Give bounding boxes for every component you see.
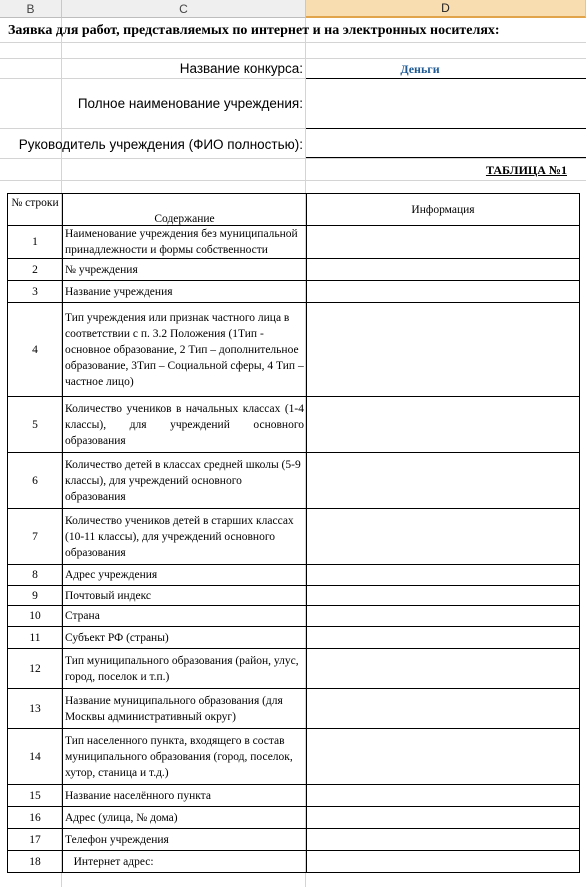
director-value[interactable] [306,133,586,155]
table-row [8,785,580,807]
row-number-cell: 10 [8,606,63,627]
table-row [8,689,580,729]
content-cell: Количество учеников в начальных классах (1-4 классы), для учреждений основного образования [63,397,307,453]
table-row [8,851,580,873]
table-row [8,586,580,606]
table-row [8,606,580,627]
table-row [8,627,580,649]
info-input-cell[interactable] [307,851,580,873]
info-input-cell[interactable] [307,565,580,586]
content-cell: Тип муниципального образования (район, улус, город, поселок и т.п.) [63,649,307,689]
table-row [8,649,580,689]
contest-name-value[interactable]: Деньги [400,61,440,76]
content-cell: Почтовый индекс [63,586,307,606]
content-cell: Адрес учреждения [63,565,307,586]
row-number-cell: 7 [8,509,63,565]
info-input-cell[interactable] [307,689,580,729]
content-header: Содержание [63,194,307,226]
table-row [8,281,580,303]
info-input-cell[interactable] [307,606,580,627]
table-number: ТАБЛИЦА №1 [485,162,567,177]
row-number-cell: 4 [8,303,63,397]
content-cell: Субъект РФ (страны) [63,627,307,649]
info-header: Информация [307,194,580,226]
info-input-cell[interactable] [307,303,580,397]
info-input-cell[interactable] [307,453,580,509]
grid-line [0,42,586,43]
director-label: Руководитель учреждения (ФИО полностью): [18,136,303,152]
content-cell: Количество детей в классах средней школы (5-9 классы), для учреждений основного образования [63,453,307,509]
table-row [8,565,580,586]
column-header-b[interactable]: B [0,0,62,18]
field-underline [306,157,586,158]
table-row [8,453,580,509]
content-cell: Название населённого пункта [63,785,307,807]
info-input-cell[interactable] [307,627,580,649]
info-input-cell[interactable] [307,829,580,851]
row-number-header: № строки [8,194,63,226]
info-input-cell[interactable] [307,729,580,785]
info-input-cell[interactable] [307,649,580,689]
row-number-cell: 8 [8,565,63,586]
table-row [8,807,580,829]
table-row [8,397,580,453]
info-input-cell[interactable] [307,397,580,453]
info-input-cell[interactable] [307,785,580,807]
column-header-c[interactable]: C [62,0,306,18]
content-cell: Адрес (улица, № дома) [63,807,307,829]
row-number-cell: 2 [8,259,63,281]
row-number-cell: 11 [8,627,63,649]
content-cell: Тип учреждения или признак частного лица в соответствии с п. 3.2 Положения (1Тип - основное образование, 2 Тип – дополнительное образование, 3Тип – Социальной сферы, 4 Тип – частное лицо) [63,303,307,397]
row-number-cell: 15 [8,785,63,807]
field-underline [306,128,586,129]
content-cell: Интернет адрес: [63,851,307,873]
row-number-cell: 16 [8,807,63,829]
row-number-cell: 14 [8,729,63,785]
row-number-cell: 13 [8,689,63,729]
column-header-d[interactable]: D [306,0,586,18]
grid-line [0,180,586,181]
content-cell: Название муниципального образования (для Москвы административный округ) [63,689,307,729]
info-input-cell[interactable] [307,807,580,829]
institution-name-label: Полное наименование учреждения: [77,95,303,111]
contest-name-label: Название конкурса: [179,60,303,76]
row-number-cell: 6 [8,453,63,509]
table-row [8,509,580,565]
info-input-cell[interactable] [307,509,580,565]
content-cell: Количество учеников детей в старших классах (10-11 классы), для учреждений основного образования [63,509,307,565]
table-row [8,226,580,259]
row-number-cell: 5 [8,397,63,453]
content-cell: Телефон учреждения [63,829,307,851]
field-underline [306,78,586,79]
page-title: Заявка для работ, представляемых по интернет и на электронных носителях: [8,23,500,38]
row-number-cell: 17 [8,829,63,851]
row-number-cell: 3 [8,281,63,303]
content-cell: Наименование учреждения без муниципальной принадлежности и формы собственности [63,226,307,259]
content-cell: Страна [63,606,307,627]
content-cell: Тип населенного пункта, входящего в состав муниципального образования (город, поселок, хутор, станица и т.д.) [63,729,307,785]
info-input-cell[interactable] [307,226,580,259]
grid-line [0,158,586,159]
info-table [7,193,580,873]
content-cell: Название учреждения [63,281,307,303]
row-number-cell: 18 [8,851,63,873]
info-input-cell[interactable] [307,281,580,303]
table-row [8,259,580,281]
row-number-cell: 9 [8,586,63,606]
row-number-cell: 1 [8,226,63,259]
content-cell: № учреждения [63,259,307,281]
institution-name-value[interactable] [306,92,586,114]
table-row [8,829,580,851]
table-row [8,729,580,785]
table-row [8,303,580,397]
info-input-cell[interactable] [307,259,580,281]
row-number-cell: 12 [8,649,63,689]
table-header-row [8,194,580,226]
info-input-cell[interactable] [307,586,580,606]
